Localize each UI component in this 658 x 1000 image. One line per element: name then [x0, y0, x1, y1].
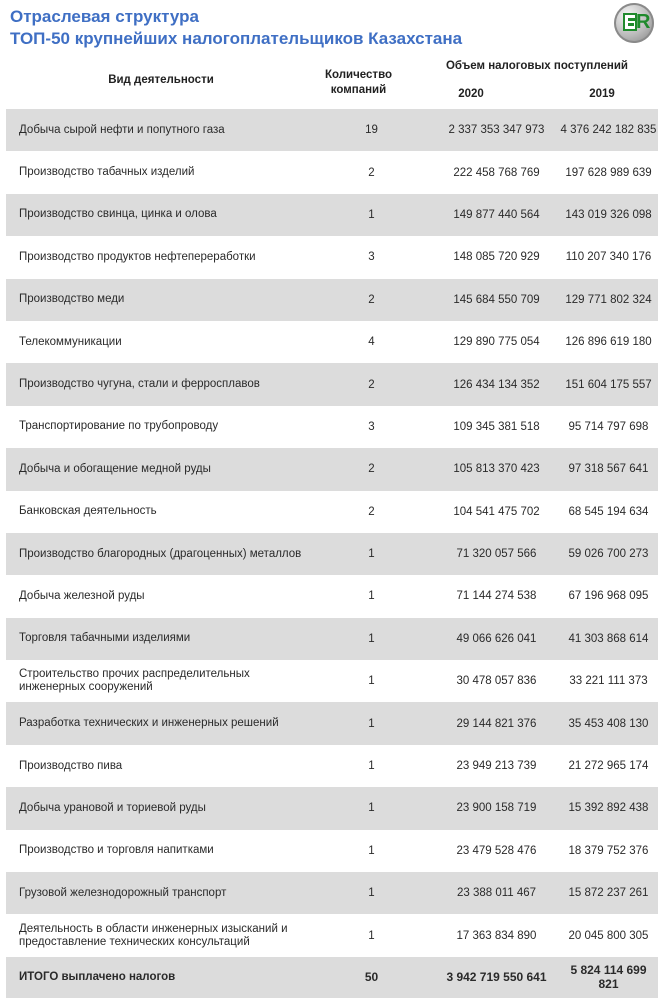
table-row	[6, 660, 658, 702]
table-row	[6, 787, 658, 829]
table-row	[6, 702, 658, 744]
cell-count: 2	[319, 491, 434, 533]
cell-activity: Торговля табачными изделиями	[6, 618, 319, 660]
cell-activity: Производство пива	[6, 745, 319, 787]
column-header-activity: Вид деятельности	[108, 74, 214, 86]
cell-2019: 15 872 237 261	[559, 872, 658, 914]
table-row	[6, 151, 658, 193]
cell-activity: Банковская деятельность	[6, 491, 319, 533]
cell-2019: 18 379 752 376	[559, 830, 658, 872]
cell-count: 2	[319, 448, 434, 490]
cell-activity: Производство продуктов нефтепереработки	[6, 236, 319, 278]
cell-activity: Производство благородных (драгоценных) металлов	[6, 533, 319, 575]
cell-count: 2	[319, 151, 434, 193]
cell-2019: 35 453 408 130	[559, 702, 658, 744]
cell-2019: 67 196 968 095	[559, 575, 658, 617]
cell-activity: Грузовой железнодорожный транспорт	[6, 872, 319, 914]
cell-2019: 95 714 797 698	[559, 406, 658, 448]
total-2020: 3 942 719 550 641	[434, 957, 559, 998]
page-title	[10, 6, 462, 50]
cell-activity: Добыча сырой нефти и попутного газа	[6, 109, 319, 151]
table-row	[6, 321, 658, 363]
total-count: 50	[319, 957, 434, 998]
cell-2020: 148 085 720 929	[434, 236, 559, 278]
cell-activity: Телекоммуникации	[6, 321, 319, 363]
cell-count: 1	[319, 745, 434, 787]
table-row	[6, 745, 658, 787]
cell-2019: 59 026 700 273	[559, 533, 658, 575]
cell-activity: Добыча урановой и ториевой руды	[6, 787, 319, 829]
table-row	[6, 406, 658, 448]
column-header-2020: 2020	[458, 88, 484, 100]
total-label: ИТОГО выплачено налогов	[6, 957, 319, 998]
cell-2019: 68 545 194 634	[559, 491, 658, 533]
table-row	[6, 363, 658, 405]
table-row	[6, 914, 658, 956]
cell-activity: Производство меди	[6, 279, 319, 321]
table-row	[6, 236, 658, 278]
cell-2019: 97 318 567 641	[559, 448, 658, 490]
column-header-volume: Объем налоговых поступлений	[445, 60, 628, 72]
cell-activity: Добыча и обогащение медной руды	[6, 448, 319, 490]
logo-letter-f	[623, 13, 637, 31]
cell-count: 1	[319, 575, 434, 617]
cell-2020: 71 144 274 538	[434, 575, 559, 617]
column-header-2019: 2019	[589, 88, 615, 100]
cell-activity: Добыча железной руды	[6, 575, 319, 617]
cell-2019: 21 272 965 174	[559, 745, 658, 787]
cell-count: 1	[319, 702, 434, 744]
cell-2019: 129 771 802 324	[559, 279, 658, 321]
cell-2019: 41 303 868 614	[559, 618, 658, 660]
cell-count: 3	[319, 236, 434, 278]
cell-2019: 20 045 800 305	[559, 914, 658, 956]
cell-2020: 17 363 834 890	[434, 914, 559, 956]
cell-2020: 2 337 353 347 973	[434, 109, 559, 151]
table-row	[6, 194, 658, 236]
cell-activity: Производство свинца, цинка и олова	[6, 194, 319, 236]
cell-2019: 33 221 111 373	[559, 660, 658, 702]
cell-2019: 143 019 326 098	[559, 194, 658, 236]
logo-letter-r: R	[636, 11, 651, 33]
cell-count: 1	[319, 618, 434, 660]
cell-2020: 29 144 821 376	[434, 702, 559, 744]
cell-count: 1	[319, 872, 434, 914]
cell-activity: Деятельность в области инженерных изысканий и предоставление технических консультаций	[6, 914, 319, 956]
cell-activity: Транспортирование по трубопроводу	[6, 406, 319, 448]
table-header	[6, 56, 658, 108]
cell-2020: 145 684 550 709	[434, 279, 559, 321]
cell-count: 2	[319, 363, 434, 405]
table-row	[6, 575, 658, 617]
title-line-1: Отраслевая структура	[10, 7, 199, 26]
cell-2020: 23 949 213 739	[434, 745, 559, 787]
fr-logo-icon	[614, 3, 654, 43]
cell-2019: 126 896 619 180	[559, 321, 658, 363]
cell-count: 3	[319, 406, 434, 448]
title-line-2: ТОП-50 крупнейших налогоплательщиков Казахстана	[10, 29, 463, 48]
cell-2020: 129 890 775 054	[434, 321, 559, 363]
cell-count: 1	[319, 660, 434, 702]
total-2019: 5 824 114 699 821	[559, 957, 658, 998]
cell-2019: 4 376 242 182 835	[559, 109, 658, 151]
column-header-count: Количество компаний	[324, 69, 393, 96]
cell-2020: 126 434 134 352	[434, 363, 559, 405]
table-row	[6, 279, 658, 321]
cell-2019: 15 392 892 438	[559, 787, 658, 829]
cell-2020: 71 320 057 566	[434, 533, 559, 575]
table-row	[6, 830, 658, 872]
cell-activity: Производство чугуна, стали и ферросплавов	[6, 363, 319, 405]
cell-2020: 23 388 011 467	[434, 872, 559, 914]
cell-2020: 222 458 768 769	[434, 151, 559, 193]
table-row	[6, 618, 658, 660]
cell-2020: 30 478 057 836	[434, 660, 559, 702]
cell-activity: Строительство прочих распределительных инженерных сооружений	[6, 660, 319, 702]
total-row	[6, 957, 658, 998]
cell-2020: 23 479 528 476	[434, 830, 559, 872]
cell-activity: Разработка технических и инженерных решений	[6, 702, 319, 744]
cell-2019: 110 207 340 176	[559, 236, 658, 278]
cell-2020: 104 541 475 702	[434, 491, 559, 533]
table-row	[6, 491, 658, 533]
cell-2020: 109 345 381 518	[434, 406, 559, 448]
tax-table	[6, 109, 658, 998]
cell-count: 1	[319, 914, 434, 956]
cell-2020: 23 900 158 719	[434, 787, 559, 829]
cell-2020: 149 877 440 564	[434, 194, 559, 236]
cell-count: 4	[319, 321, 434, 363]
cell-count: 19	[319, 109, 434, 151]
table-row	[6, 872, 658, 914]
table-row	[6, 109, 658, 151]
cell-count: 1	[319, 787, 434, 829]
cell-2020: 105 813 370 423	[434, 448, 559, 490]
cell-2020: 49 066 626 041	[434, 618, 559, 660]
cell-count: 1	[319, 194, 434, 236]
cell-activity: Производство табачных изделий	[6, 151, 319, 193]
cell-count: 1	[319, 533, 434, 575]
cell-2019: 197 628 989 639	[559, 151, 658, 193]
table-row	[6, 533, 658, 575]
table-row	[6, 448, 658, 490]
cell-activity: Производство и торговля напитками	[6, 830, 319, 872]
cell-count: 2	[319, 279, 434, 321]
cell-2019: 151 604 175 557	[559, 363, 658, 405]
cell-count: 1	[319, 830, 434, 872]
